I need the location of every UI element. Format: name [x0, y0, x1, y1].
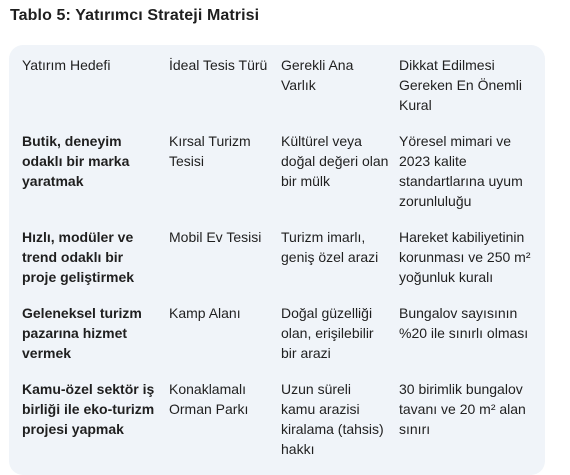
- row-goal: Hızlı, modüler ve trend odaklı bir proje geliştirmek: [22, 229, 135, 285]
- row-facility: Kamp Alanı: [169, 305, 241, 321]
- row-rule: 30 birimlik bungalov tavanı ve 20 m² alan sınırı: [399, 381, 526, 437]
- row-asset: Uzun süreli kamu arazisi kiralama (tahsis) hakkı: [281, 381, 384, 457]
- header-ideal-facility: İdeal Tesis Türü: [169, 57, 268, 73]
- row-rule: Hareket kabiliyetinin korunması ve 250 m² yoğunluk kuralı: [399, 229, 531, 285]
- row-facility: Kırsal Turizm Tesisi: [169, 133, 251, 169]
- row-facility: Konaklamalı Orman Parkı: [169, 381, 249, 417]
- table-title: Tablo 5: Yatırımcı Strateji Matrisi: [10, 7, 260, 24]
- row-rule: Bungalov sayısının %20 ile sınırlı olması: [399, 305, 529, 341]
- row-asset: Turizm imarlı, geniş özel arazi: [281, 229, 379, 265]
- header-investment-goal: Yatırım Hedefi: [22, 57, 111, 73]
- row-asset: Doğal güzelliği olan, erişilebilir bir arazi: [281, 305, 374, 361]
- header-required-asset: Gerekli Ana Varlık: [281, 57, 354, 93]
- row-facility: Mobil Ev Tesisi: [169, 229, 262, 245]
- row-goal: Kamu-özel sektör iş birliği ile eko-turizm projesi yapmak: [22, 381, 155, 437]
- row-goal: Geleneksel turizm pazarına hizmet vermek: [22, 305, 142, 361]
- row-asset: Kültürel veya doğal değeri olan bir mülk: [281, 133, 389, 189]
- header-key-rule: Dikkat Edilmesi Gereken En Önemli Kural: [399, 57, 522, 113]
- row-goal: Butik, deneyim odaklı bir marka yaratmak: [22, 133, 130, 189]
- row-rule: Yöresel mimari ve 2023 kalite standartlarına uyum zorunluluğu: [399, 133, 523, 209]
- strategy-matrix-table: [9, 45, 545, 475]
